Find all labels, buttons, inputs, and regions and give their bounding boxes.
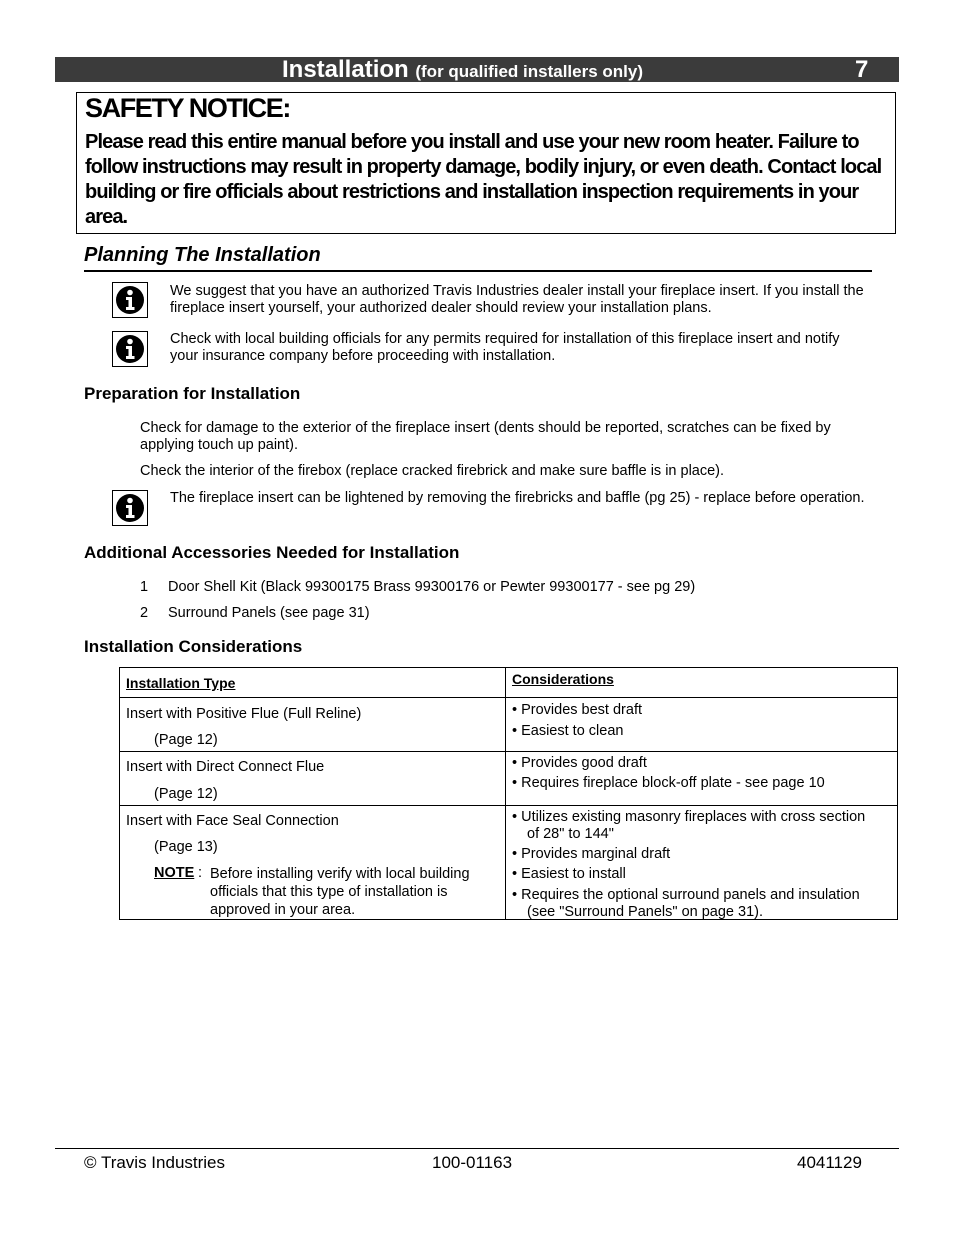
section-title-subtitle: (for qualified installers only) xyxy=(415,62,643,81)
considerations-heading: Installation Considerations xyxy=(84,637,303,656)
consideration-bullet: • Provides best draft xyxy=(512,702,642,718)
table-cell xyxy=(120,752,506,806)
planning-note-1: We suggest that you have an authorized Travis Industries dealer install your fireplace insert. If you install the fireplace insert yourself, your authorized dealer should review your installation plans. xyxy=(170,283,864,316)
installation-type: Insert with Positive Flue (Full Reline) xyxy=(126,706,362,722)
section-title-main: Installation xyxy=(282,56,409,83)
consideration-bullet: • Requires fireplace block-off plate - see page 10 xyxy=(512,775,825,791)
planning-heading: Planning The Installation xyxy=(84,244,321,266)
table-row xyxy=(120,752,898,806)
table-cell xyxy=(120,806,506,920)
consideration-bullet-continuation: (see "Surround Panels" on page 31). xyxy=(527,904,764,920)
note-colon: : xyxy=(198,865,203,881)
accessory-item-number: 2 xyxy=(140,605,149,621)
planning-note-2: Check with local building officials for any permits required for installation of this fireplace insert and notify your insurance company before proceeding with installation. xyxy=(170,331,840,364)
table-header-cell xyxy=(506,668,898,698)
section-header-bar xyxy=(55,57,899,82)
installation-type: Insert with Face Seal Connection xyxy=(126,813,339,829)
info-icon xyxy=(112,282,148,318)
consideration-bullet-continuation: of 28" to 144" xyxy=(527,826,614,842)
column-header-considerations: Considerations xyxy=(512,671,614,687)
consideration-bullet: • Provides good draft xyxy=(512,755,647,771)
table-row xyxy=(120,806,898,920)
installation-page-ref: (Page 12) xyxy=(154,786,218,802)
table-row xyxy=(120,698,898,752)
considerations-table xyxy=(119,667,898,920)
consideration-bullet: • Easiest to clean xyxy=(512,723,624,739)
accessory-item-text: Door Shell Kit (Black 99300175 Brass 99300176 or Pewter 99300177 - see pg 29) xyxy=(168,579,696,595)
table-cell xyxy=(506,698,898,752)
consideration-bullet: • Requires the optional surround panels and insulation xyxy=(512,887,860,903)
column-header-type: Installation Type xyxy=(126,675,236,691)
footer-copyright: © Travis Industries xyxy=(84,1153,226,1172)
accessories-heading: Additional Accessories Needed for Installation xyxy=(84,543,460,562)
installation-type: Insert with Direct Connect Flue xyxy=(126,759,325,775)
info-icon xyxy=(112,490,148,526)
safety-notice-title: SAFETY NOTICE: xyxy=(85,93,290,123)
heading-divider xyxy=(84,270,872,272)
preparation-para-1: Check for damage to the exterior of the fireplace insert (dents should be reported, scratches can be fixed by applying touch up paint). xyxy=(140,420,831,453)
table-header-cell xyxy=(120,668,506,698)
table-cell xyxy=(120,698,506,752)
section-title xyxy=(282,56,643,84)
footer-document-number: 100-01163 xyxy=(432,1153,513,1172)
consideration-bullet: • Provides marginal draft xyxy=(512,846,671,862)
page-number: 7 xyxy=(855,56,869,83)
preparation-heading: Preparation for Installation xyxy=(84,384,301,403)
accessory-item-number: 1 xyxy=(140,579,149,595)
consideration-bullet: • Easiest to install xyxy=(512,866,626,882)
table-cell xyxy=(506,752,898,806)
info-icon xyxy=(112,331,148,367)
note-label: NOTE xyxy=(154,865,195,881)
footer-date-code: 4041129 xyxy=(797,1153,862,1172)
preparation-note: The fireplace insert can be lightened by removing the firebricks and baffle (pg 25) - replace before operation. xyxy=(170,490,865,506)
table-cell xyxy=(506,806,898,920)
safety-notice-body: Please read this entire manual before you install and use your new room heater. Failure to follow instructions may result in property damage, bodily injury, or even death. Contact local building or fire officials about restrictions and installation inspection requirements in your area. xyxy=(85,131,882,228)
consideration-bullet: • Utilizes existing masonry fireplaces with cross section xyxy=(512,809,866,825)
safety-notice-box xyxy=(76,92,896,234)
preparation-para-2: Check the interior of the firebox (replace cracked firebrick and make sure baffle is in place). xyxy=(140,463,725,479)
table-header-row xyxy=(120,668,898,698)
installation-page-ref: (Page 12) xyxy=(154,732,218,748)
footer-divider xyxy=(55,1148,899,1149)
accessory-item-text: Surround Panels (see page 31) xyxy=(168,605,370,621)
installation-page-ref: (Page 13) xyxy=(154,839,218,855)
note-text: Before installing verify with local building officials that this type of installation is approved in your area. xyxy=(210,866,470,918)
